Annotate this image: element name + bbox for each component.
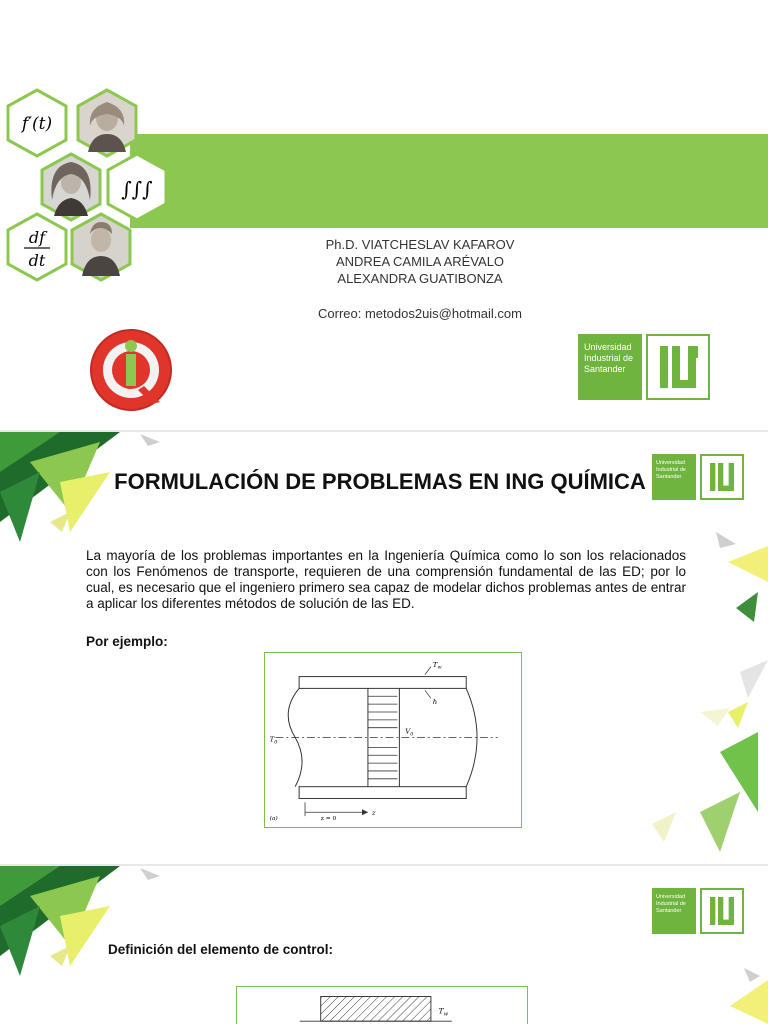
pipe-flow-figure	[264, 652, 522, 828]
uis-name-box-small	[652, 454, 696, 500]
svg-text:Tw	[439, 1007, 449, 1018]
uis-mark-box	[646, 334, 710, 400]
df-label: df	[28, 228, 46, 247]
integrals-label: ∫∫∫	[121, 177, 153, 201]
iq-logo	[88, 328, 174, 412]
uis-name-box-small-3	[652, 888, 696, 934]
contact-email[interactable]: Correo: metodos2uis@hotmail.com	[318, 306, 522, 321]
dt-label: dt	[28, 251, 46, 270]
uis-small-line-2: Industrial de	[656, 467, 686, 473]
uis-line-1: Universidad	[584, 342, 632, 352]
formulation-slide	[0, 432, 768, 864]
fig1-tw-label: T	[432, 660, 438, 669]
svg-text:V0	[405, 728, 413, 738]
derivative-label: f′(t)	[21, 114, 53, 134]
author-2: ANDREA CAMILA ARÉVALO	[335, 254, 505, 269]
uis-small3-line-2: Industrial de	[656, 901, 686, 907]
control-element-diagram	[237, 987, 526, 1024]
fig1-a-label: (a)	[269, 816, 278, 823]
control-element-slide	[0, 866, 768, 1024]
uis-mark-box-small-3	[700, 888, 744, 934]
uis-name-box	[578, 334, 642, 400]
corner-triangles-top-left-3	[0, 866, 170, 986]
pipe-flow-diagram	[265, 653, 520, 826]
fig1-h-label: h	[432, 698, 438, 707]
svg-text:Tw	[433, 661, 443, 671]
uis-small-line-1: Universidad	[656, 460, 686, 466]
intro-paragraph: La mayoría de los problemas importantes en la Ingeniería Química como lo son los relacionados con los Fenómenos de transporte, requieren de una comprensión fundamental de las ED; por lo cual, es necesario que el ingeniero primero sea capaz de modelar dichos problemas antes de entrar a aplicar los diferentes métodos de solución de las ED.	[86, 548, 686, 611]
uis-logo-small	[652, 454, 744, 500]
fig1-t0-sub: 0	[274, 739, 278, 746]
control-element-label: Definición del elemento de control:	[108, 942, 334, 957]
corner-triangles-bottom-right	[700, 966, 768, 1024]
fig1-v0-sub: 0	[410, 731, 414, 738]
fig1-z0-label: z = 0	[320, 816, 337, 823]
fig1-v0-label: V	[405, 727, 411, 736]
uis-line-3: Santander	[584, 364, 626, 374]
fig1-tw-sub: w	[437, 664, 442, 671]
fig1-z-label: z	[371, 809, 376, 818]
uis-small-line-3: Santander	[656, 474, 682, 480]
author-1: Ph.D. VIATCHESLAV KAFAROV	[325, 237, 515, 252]
fig2-tw-label: T	[438, 1006, 444, 1016]
fig2-tw-sub: w	[443, 1011, 449, 1018]
uis-logo-small-3	[652, 888, 744, 934]
example-label: Por ejemplo:	[86, 634, 168, 649]
hex-df-dt	[6, 212, 68, 282]
control-element-figure	[236, 986, 528, 1024]
slide-title: FORMULACIÓN DE PROBLEMAS EN ING QUÍMICA	[114, 469, 646, 494]
uis-small3-line-1: Universidad	[656, 894, 686, 900]
fig1-t0-label: T	[269, 735, 275, 744]
uis-mark-icon-small	[702, 456, 742, 498]
hex-portrait-newton	[76, 88, 138, 158]
uis-mark-icon-small-3	[702, 890, 742, 932]
author-list	[270, 236, 570, 287]
uis-mark-box-small	[700, 454, 744, 500]
svg-text:T0	[270, 735, 278, 745]
uis-line-2: Industrial de	[584, 353, 634, 363]
hex-derivative	[6, 88, 68, 158]
hex-portrait-euler	[70, 212, 132, 282]
uis-logo	[578, 334, 710, 400]
green-header-band	[130, 134, 768, 228]
author-3: ALEXANDRA GUATIBONZA	[337, 271, 503, 286]
uis-mark-icon	[648, 336, 708, 398]
title-slide	[0, 0, 768, 430]
uis-small3-line-3: Santander	[656, 908, 682, 914]
